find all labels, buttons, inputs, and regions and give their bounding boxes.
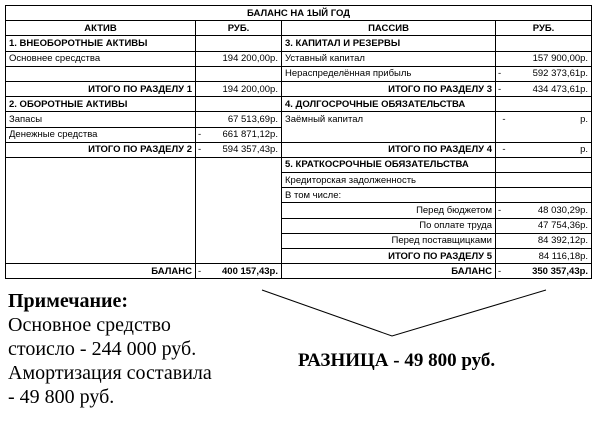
- liability-balance-sign: -: [496, 264, 508, 279]
- loan-capital-value: р.: [508, 112, 592, 127]
- retained-earnings-sign: -: [496, 66, 508, 81]
- balance-row: [6, 264, 592, 279]
- note-title: Примечание:: [8, 290, 129, 312]
- suppliers-value: 84 392,12р.: [508, 233, 592, 248]
- section1-title: 1. ВНЕОБОРОТНЫЕ АКТИВЫ: [6, 36, 196, 51]
- header-row: [6, 21, 592, 36]
- table-row: [6, 51, 592, 66]
- total2-sign: -: [196, 142, 206, 157]
- table-row: [6, 218, 592, 233]
- section2-title: 2. ОБОРОТНЫЕ АКТИВЫ: [6, 97, 196, 112]
- table-row: [6, 233, 592, 248]
- total4-sign: -: [496, 142, 508, 157]
- labor-value: 47 754,36р.: [508, 218, 592, 233]
- rub-header-left: РУБ.: [196, 21, 282, 36]
- rub-header-right: РУБ.: [496, 21, 592, 36]
- inventory-value: 67 513,69р.: [206, 112, 282, 127]
- table-row: [6, 112, 592, 127]
- table-row: [6, 142, 592, 157]
- asset-header: АКТИВ: [6, 21, 196, 36]
- table-row: [6, 81, 592, 96]
- cash-label: Денежные средства: [6, 127, 196, 142]
- liability-balance-value: 350 357,43р.: [508, 264, 592, 279]
- budget-sign: -: [496, 203, 508, 218]
- total1-label: ИТОГО ПО РАЗДЕЛУ 1: [6, 81, 196, 96]
- asset-balance-sign: -: [196, 264, 206, 279]
- note-line-3: Амортизация составила: [8, 362, 212, 384]
- asset-balance-label: БАЛАНС: [6, 264, 196, 279]
- liability-header: ПАССИВ: [282, 21, 496, 36]
- asset-balance-value: 400 157,43р.: [206, 264, 282, 279]
- section5-title: 5. КРАТКОСРОЧНЫЕ ОБЯЗАТЕЛЬСТВА: [282, 157, 496, 172]
- difference-label: РАЗНИЦА - 49 800 руб.: [298, 350, 496, 371]
- total4-label: ИТОГО ПО РАЗДЕЛУ 4: [282, 142, 496, 157]
- section3-title: 3. КАПИТАЛ И РЕЗЕРВЫ: [282, 36, 496, 51]
- total1-value: 194 200,00р.: [206, 81, 282, 96]
- total2-value: 594 357,43р.: [206, 142, 282, 157]
- budget-label: Перед бюджетом: [282, 203, 496, 218]
- note-line-2: стоисло - 244 000 руб.: [8, 338, 197, 360]
- note-line-4: - 49 800 руб.: [8, 386, 115, 408]
- table-row: [6, 97, 592, 112]
- section4-title: 4. ДОЛГОСРОЧНЫЕ ОБЯЗАТЕЛЬСТВА: [282, 97, 496, 112]
- table-row: [6, 127, 592, 142]
- fixed-assets-label: Основнее сресдства: [6, 51, 196, 66]
- table-row: [6, 203, 592, 218]
- total3-label: ИТОГО ПО РАЗДЕЛУ 3: [282, 81, 496, 96]
- total5-value: 84 116,18р.: [508, 249, 592, 264]
- table-row: [6, 36, 592, 51]
- cash-value: 661 871,12р.: [206, 127, 282, 142]
- loan-capital-label: Заёмный капитал: [282, 112, 496, 127]
- table-row: [6, 66, 592, 81]
- table-row: [6, 173, 592, 188]
- charter-capital-value: 157 900,00р.: [508, 51, 592, 66]
- labor-label: По оплате труда: [282, 218, 496, 233]
- total3-sign: -: [496, 81, 508, 96]
- charter-capital-label: Уставный капитал: [282, 51, 496, 66]
- budget-value: 48 030,29р.: [508, 203, 592, 218]
- total5-label: ИТОГО ПО РАЗДЕЛУ 5: [282, 249, 496, 264]
- inventory-label: Запасы: [6, 112, 196, 127]
- balance-title: БАЛАНС НА 1ЫЙ ГОД: [6, 6, 592, 21]
- loan-capital-sign: -: [496, 112, 508, 127]
- balance-sheet-table: [5, 5, 592, 279]
- retained-earnings-value: 592 373,61р.: [508, 66, 592, 81]
- cash-sign: -: [196, 127, 206, 142]
- table-row: [6, 157, 592, 172]
- liability-balance-label: БАЛАНС: [282, 264, 496, 279]
- total2-label: ИТОГО ПО РАЗДЕЛУ 2: [6, 142, 196, 157]
- note-line-1: Основное средство: [8, 314, 171, 336]
- bracket-line: [262, 290, 546, 336]
- including-label: В том числе:: [282, 188, 496, 203]
- suppliers-label: Перед поставщицками: [282, 233, 496, 248]
- table-row: [6, 188, 592, 203]
- table-row: [6, 249, 592, 264]
- payables-label: Кредиторская задолженность: [282, 173, 496, 188]
- total3-value: 434 473,61р.: [508, 81, 592, 96]
- retained-earnings-label: Нераспределённая прибыль: [282, 66, 496, 81]
- total4-value: р.: [508, 142, 592, 157]
- title-row: [6, 6, 592, 21]
- fixed-assets-value: 194 200,00р.: [206, 51, 282, 66]
